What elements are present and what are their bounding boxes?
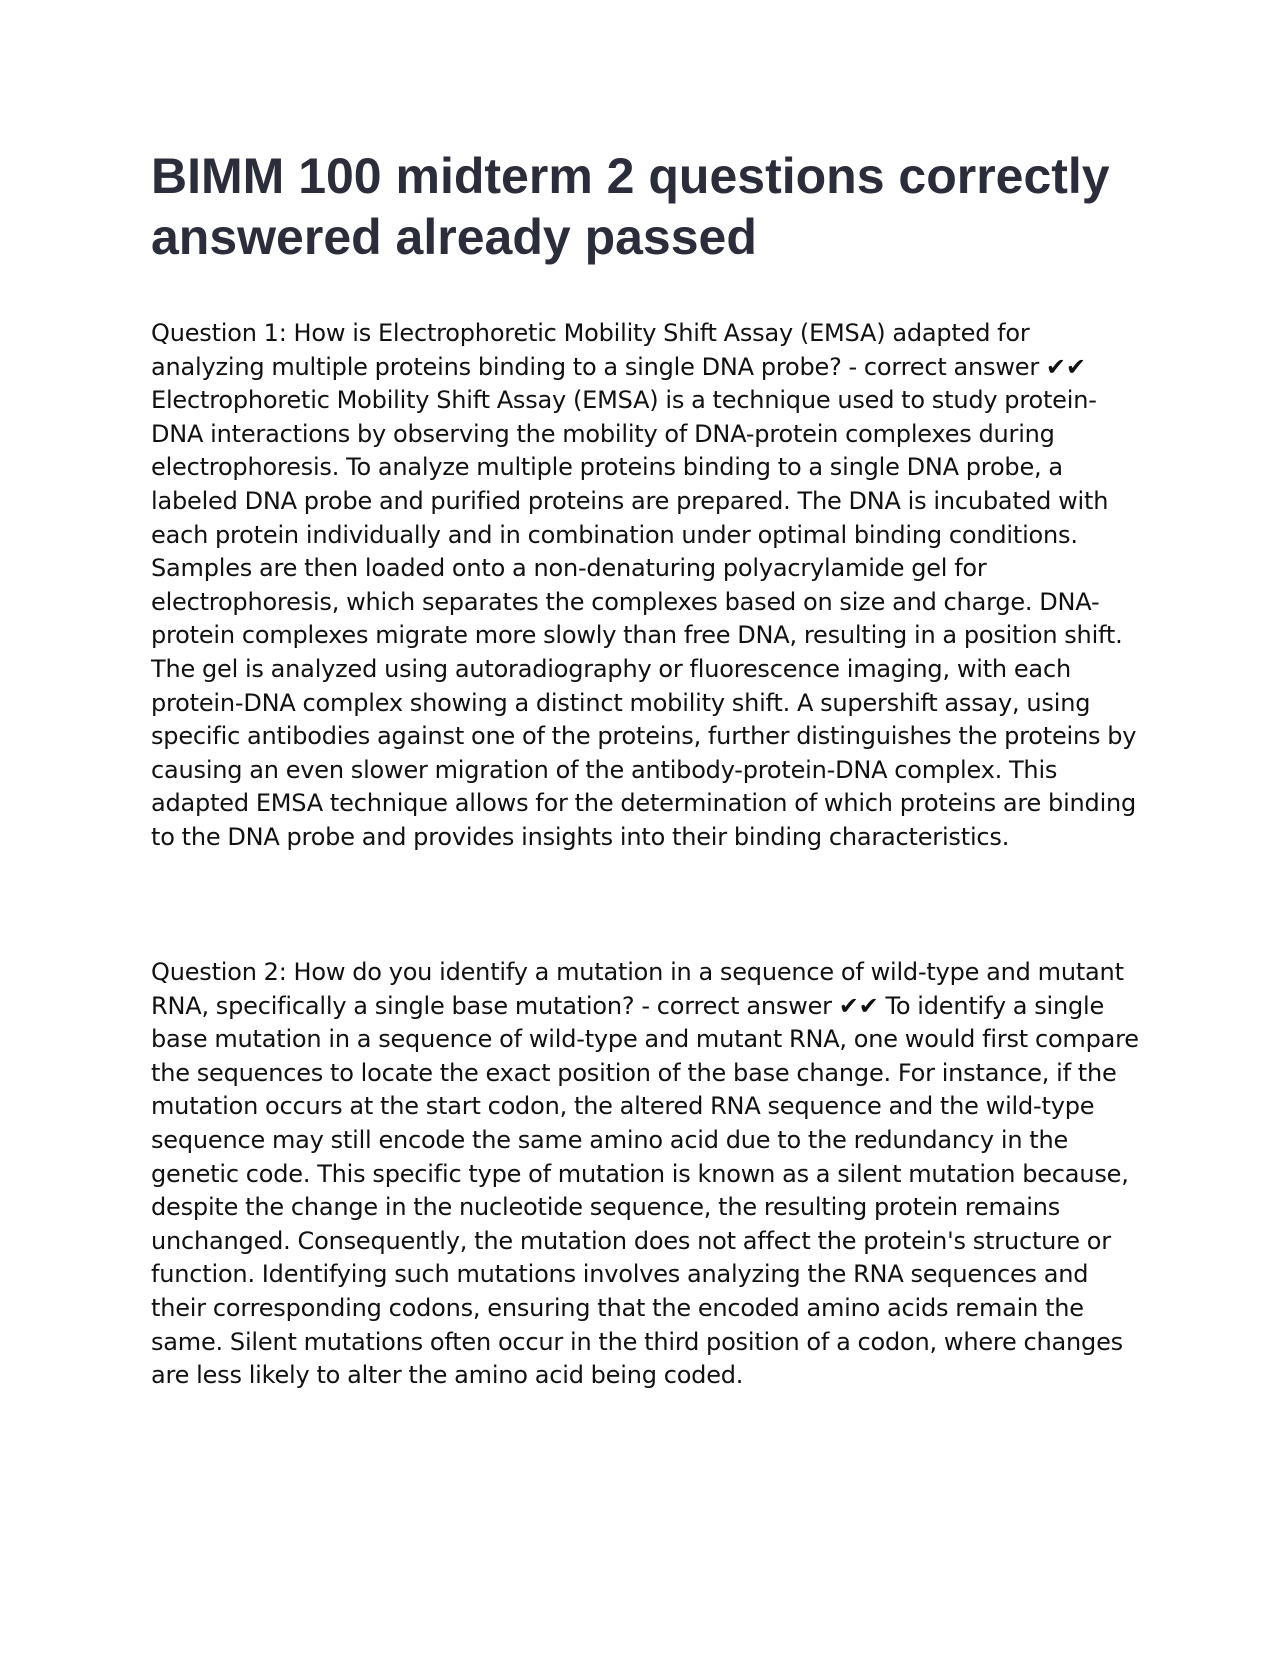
- question-1-answer: Question 1: How is Electrophoretic Mobility Shift Assay (EMSA) adapted for analyzing multiple proteins binding to a single DNA probe? - correct answer ✔✔ Electrophoretic Mobility Shift Assay (EMSA) is a technique used to study protein-DNA interactions by observing the mobility of DNA-protein complexes during electrophoresis. To analyze multiple proteins binding to a single DNA probe, a labeled DNA probe and purified proteins are prepared. The DNA is incubated with each protein individually and in combination under optimal binding conditions. Samples are then loaded onto a non-denaturing polyacrylamide gel for electrophoresis, which separates the complexes based on size and charge. DNA-protein complexes migrate more slowly than free DNA, resulting in a position shift. The gel is analyzed using autoradiography or fluorescence imaging, with each protein-DNA complex showing a distinct mobility shift. A supershift assay, using specific antibodies against one of the proteins, further distinguishes the proteins by causing an even slower migration of the antibody-protein-DNA complex. This adapted EMSA technique allows for the determination of which proteins are binding to the DNA probe and provides insights into their binding characteristics.: [151, 319, 1137, 851]
- question-2-answer: Question 2: How do you identify a mutation in a sequence of wild-type and mutant RNA, specifically a single base mutation? - correct answer ✔✔ To identify a single base mutation in a sequence of wild-type and mutant RNA, one would first compare the sequences to locate the exact position of the base change. For instance, if the mutation occurs at the start codon, the altered RNA sequence and the wild-type sequence may still encode the same amino acid due to the redundancy in the genetic code. This specific type of mutation is known as a silent mutation because, despite the change in the nucleotide sequence, the resulting protein remains unchanged. Consequently, the mutation does not affect the protein's structure or function. Identifying such mutations involves analyzing the RNA sequences and their corresponding codons, ensuring that the encoded amino acids remain the same. Silent mutations often occur in the third position of a codon, where changes are less likely to alter the amino acid being coded.: [151, 958, 1139, 1390]
- document-title: BIMM 100 midterm 2 questions correctly answered already passed: [151, 148, 1110, 265]
